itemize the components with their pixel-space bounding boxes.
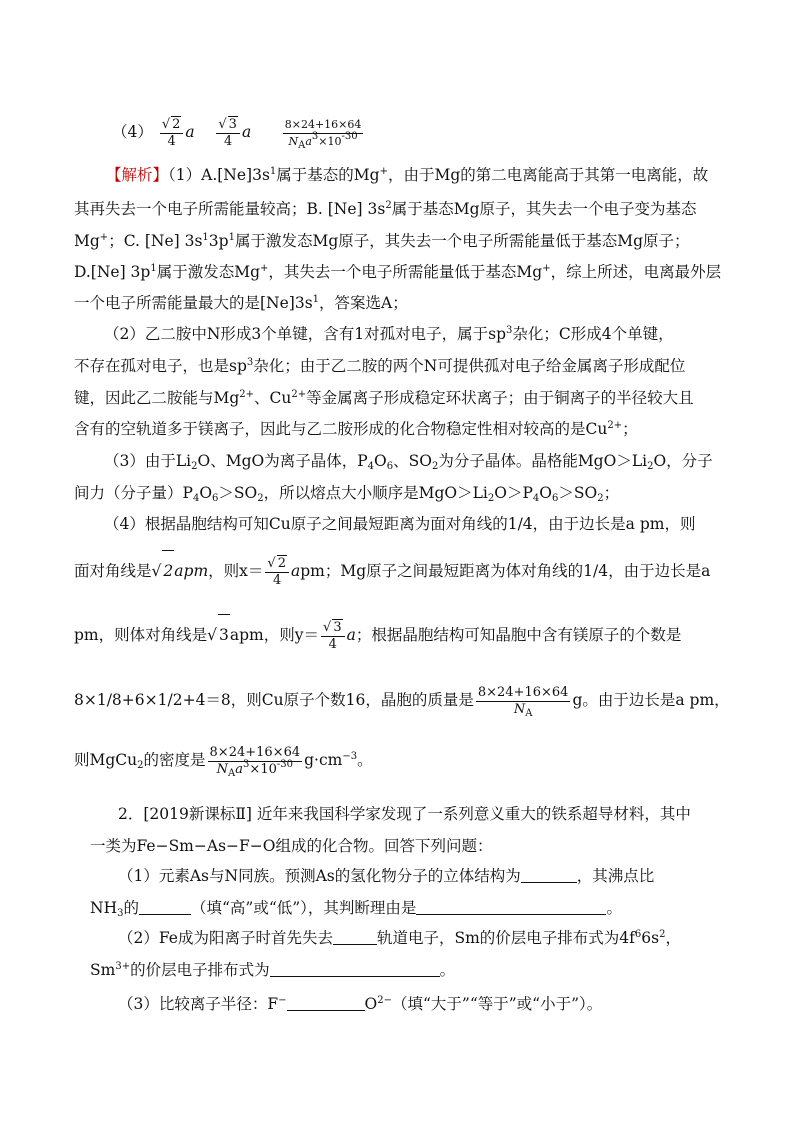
question2-line2: 一类为Fe−Sm−As−F−O组成的化合物。回答下列问题： xyxy=(90,837,493,855)
fraction-mass: $\frac{8\times 24+16\times 64}{N_A}$ xyxy=(477,684,569,719)
question2-sub1-line1: （1）元素As与N同族。预测As的氢化物分子的立体结构为 ，其沸点比 xyxy=(118,867,655,885)
analysis-p1-line4: D.[Ne] $3p^1$属于激发态Mg+，其失去一个电子所需能量低于基态Mg+，综上所述，电离最外层 xyxy=(74,263,722,281)
analysis-p1-line3: Mg+；C. [Ne] $3s^13p^1$属于激发态Mg原子，其失去一个电子所需能量低于基态Mg原子； xyxy=(74,232,690,250)
analysis-p3-line2: 间力（分子量）$P_4O_6>SO_2$，所以熔点大小顺序是$MgO>Li_2O>P_4O_6>SO_2$； xyxy=(74,484,620,504)
fraction-sqrt3-over-4: $\frac{√ 3}{4}$ xyxy=(216,116,240,150)
density-fraction: $\frac{8\times 24+16\times 64}{N_Aa^3\times 10^{-30}}$ xyxy=(284,117,362,151)
analysis-p3-line1: （3）由于$Li_2O$、MgO为离子晶体，$P_4O_6$、$SO_2$为分子晶体。晶格能$MgO>Li_2O$，分子 xyxy=(104,452,713,472)
analysis-p4-line1: （4）根据晶胞结构可知Cu原子之间最短距离为面对角线的1/4，由于边长是a pm，则 xyxy=(104,515,696,533)
fraction-sqrt2-over-4: $\frac{√ 2}{4}$ xyxy=(160,116,184,150)
fraction-density: $\frac{8\times 24+16\times 64}{N_Aa^3\times 10^{-30}}$ xyxy=(209,744,301,779)
fraction-x: $\frac{√ 2}{4}$ xyxy=(265,555,289,589)
fraction-y: $\frac{√ 3}{4}$ xyxy=(321,619,345,653)
analysis-p1-line5: 一个电子所需能量最大的是$[Ne]3s^1$，答案选A； xyxy=(74,294,408,312)
answer-4-line: （4） $\frac{√ 2}{4}$ a $\frac{√ 3}{4}$ a $\frac{8\times 24+16\times 64}{N_Aa^3\times 10^{-30}}$ xyxy=(112,117,362,151)
analysis-p4-line3: pm，则体对角线是√ 3apm，则y＝ $\frac{√ 3}{4}$ a；根据晶胞结构可知晶胞中含有镁原子的个数是 xyxy=(74,614,734,654)
answer-blank-boiling[interactable] xyxy=(139,900,191,915)
analysis-p1-line1: 【解析】$(1)A.[Ne]3s^1$属于基态的Mg+，由于Mg的第二电离能高于其第一电离能，故 xyxy=(106,166,709,184)
analysis-p4-line5: 则MgCu$_2$的密度是 $\frac{8\times 24+16\times 64}{N_Aa^3\times 10^{-30}}$ $g\cdot cm^{-3}$。 xyxy=(74,744,373,779)
answer-blank-reason[interactable] xyxy=(416,900,606,915)
analysis-p2-line1: （2）乙二胺中N形成3个单键，含有1对孤对电子，属于$sp^3$杂化；C形成4个单键， xyxy=(104,325,674,343)
question2-sub2-line1: （2）Fe成为阳离子时首先失去 轨道电子，Sm的价层电子排布式为$4f^66s^2$， xyxy=(118,929,681,947)
answer-blank-orbital[interactable] xyxy=(333,930,377,945)
analysis-p2-line3: 键，因此乙二胺能与$Mg^{2+}$、$Cu^{2+}$等金属离子形成稳定环状离子；由于铜离子的半径较大且 xyxy=(74,389,694,407)
analysis-p2-line2: 不存在孤对电子，也是$sp^3$杂化；由于乙二胺的两个N可提供孤对电子给金属离子形成配位 xyxy=(74,357,686,375)
analysis-p1-line2: 其再失去一个电子所需能量较高；B. [Ne] $3s^2$属于基态Mg原子，其失去一个电子变为基态 xyxy=(74,200,697,218)
question2-sub3-line1: （3）比较离子半径：F− $O^{2-}$（填“大于”“等于”或“小于”）。 xyxy=(118,995,603,1013)
analysis-p4-line4: 8×1/8+6×1/2+4＝8，则Cu原子个数16，晶胞的质量是 $\frac{8\times 24+16\times 64}{N_A}$ g。由于边长是a pm， xyxy=(74,684,730,719)
question2-line1: 2．[2019新课标Ⅱ] 近年来我国科学家发现了一系列意义重大的铁系超导材料，其中 xyxy=(118,805,691,823)
analysis-p2-line4: 含有的空轨道多于镁离子，因此与乙二胺形成的化合物稳定性相对较高的是$Cu^{2+}$； xyxy=(74,420,638,438)
answer-blank-radius[interactable] xyxy=(287,996,365,1011)
analysis-tag: 【解析】 xyxy=(106,166,169,184)
answer-blank-sm3-config[interactable] xyxy=(270,962,440,977)
answer-4-label: （4） xyxy=(112,123,153,141)
answer-blank-structure[interactable] xyxy=(521,868,577,883)
question2-sub2-line2: $Sm^{3+}$的价层电子排布式为 。 xyxy=(90,961,456,979)
question2-sub1-line2: $NH_3$的 （填“高”或“低”），其判断理由是 。 xyxy=(90,899,622,919)
analysis-p4-line2: 面对角线是√ 2apm，则x＝ $\frac{√ 2}{4}$ apm；Mg原子之间最短距离为体对角线的1/4，由于边长是a xyxy=(74,550,734,590)
